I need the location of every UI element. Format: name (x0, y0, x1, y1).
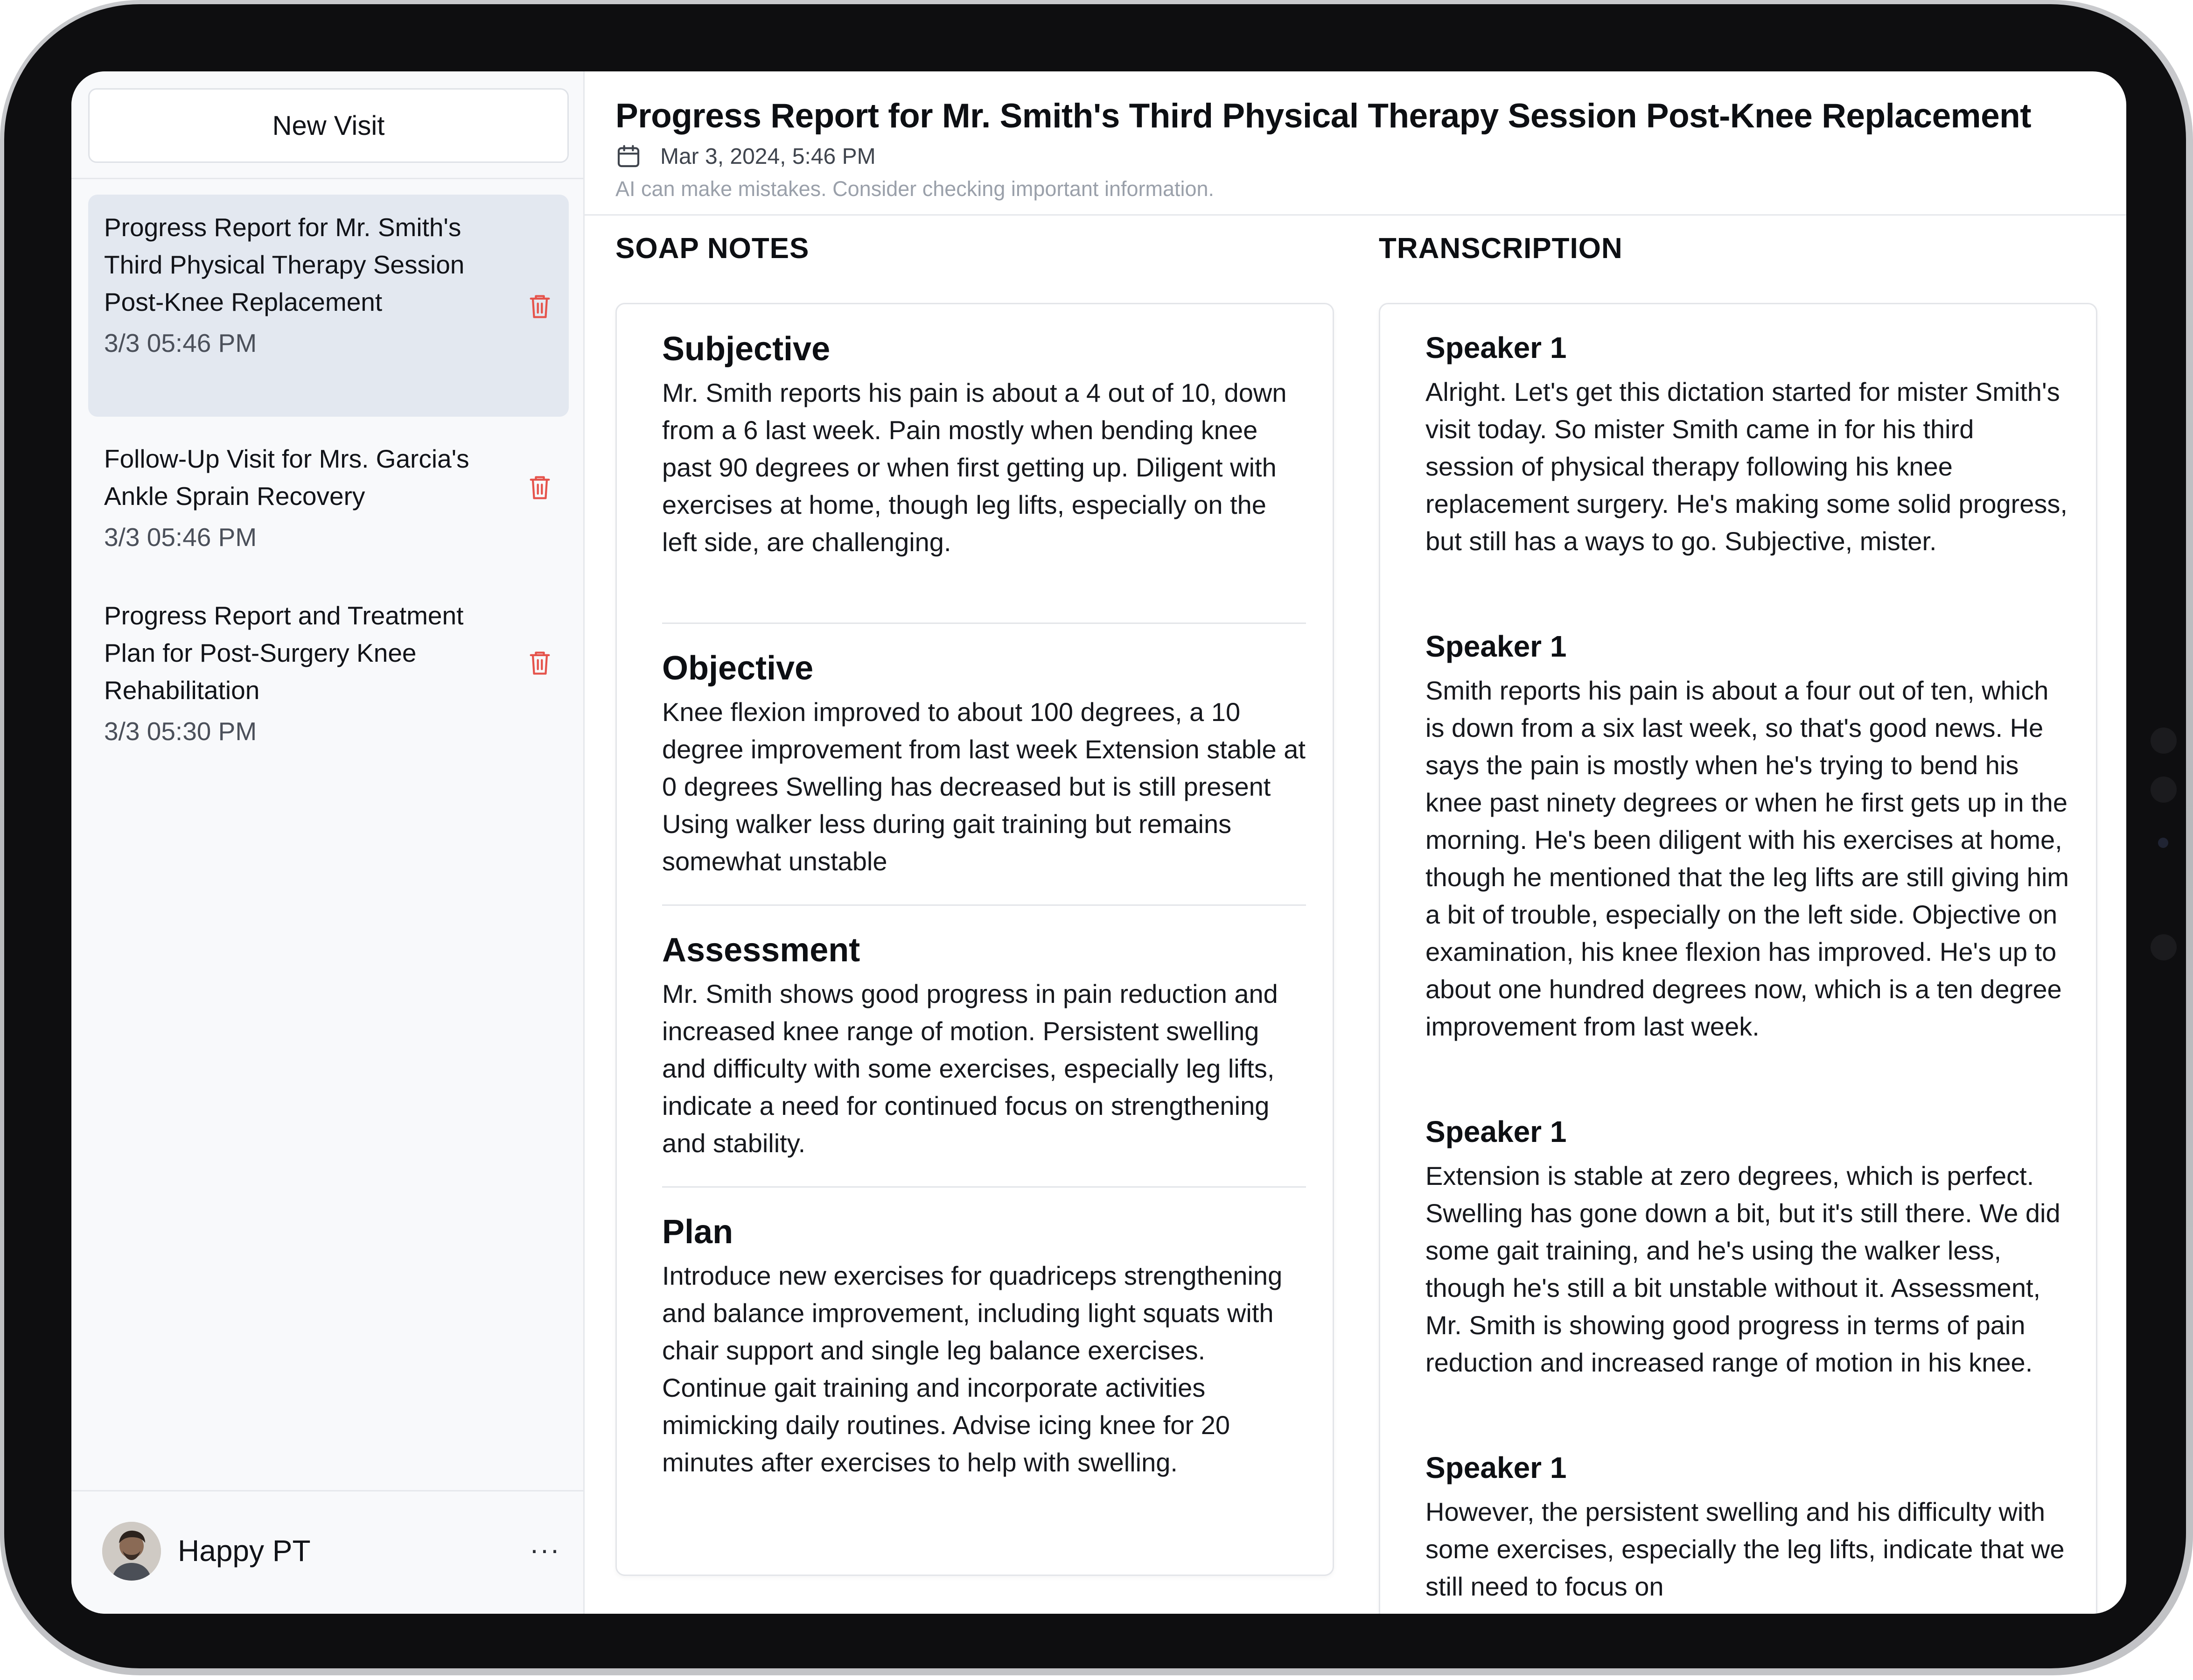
soap-notes-label: SOAP NOTES (615, 232, 810, 265)
speaker-text: Extension is stable at zero degrees, which is perfect. Swelling has gone down a bit, but it's still there. We did some gait training, and he's using the walker less, though he's still a bit unstable without it. Assessment, Mr. Smith is showing good progress in terms of pain reduction and increased range of motion in his knee. (1425, 1161, 2060, 1377)
visit-title: Follow-Up Visit for Mrs. Garcia's Ankle Sprain Recovery (104, 444, 469, 511)
report-date: Mar 3, 2024, 5:46 PM (660, 144, 876, 169)
sidebar-divider (71, 178, 583, 179)
app-screen (71, 71, 2126, 1614)
soap-section-objective (662, 646, 1306, 880)
calendar-icon (615, 143, 642, 169)
soap-section-assessment (662, 928, 1306, 1162)
user-name: Happy PT (178, 1534, 311, 1568)
transcript-entry (1425, 327, 2069, 560)
transcription-label: TRANSCRIPTION (1379, 232, 1623, 265)
visit-date: 3/3 05:30 PM (104, 717, 257, 746)
trash-icon[interactable] (528, 474, 552, 502)
new-visit-button[interactable]: New Visit (88, 88, 569, 163)
more-icon[interactable]: ··· (530, 1533, 560, 1565)
speaker-name: Speaker 1 (1425, 630, 1567, 663)
soap-heading: Objective (662, 650, 814, 687)
speaker-name: Speaker 1 (1425, 331, 1567, 364)
camera-dot (2151, 728, 2177, 754)
device-bezel (4, 4, 2186, 1668)
transcript-entry (1425, 1447, 2069, 1605)
soap-notes-card (615, 303, 1334, 1576)
camera-lens (2158, 838, 2168, 848)
trash-icon[interactable] (528, 293, 552, 321)
visit-date: 3/3 05:46 PM (104, 329, 257, 357)
main-content (585, 71, 2126, 1614)
visit-title: Progress Report and Treatment Plan for Post-Surgery Knee Rehabilitation (104, 601, 464, 705)
speaker-text: Smith reports his pain is about a four out of ten, which is down from a six last week, so that's good news. He says the pain is mostly when he's trying to bend his knee past ninety degrees or when he first gets up in the morning. He's been diligent with his exercises at home, though he mentioned that the leg lifts are still giving him a bit of trouble, especially on the left side. Objective on examination, his knee flexion has improved. He's up to about one hundred degrees now, which is a ten degree improvement from last week. (1425, 676, 2069, 1041)
transcript-entry (1425, 625, 2069, 1045)
visit-list-item-active[interactable] (88, 195, 569, 417)
avatar[interactable] (102, 1522, 161, 1581)
transcription-card (1379, 303, 2097, 1614)
soap-section-subjective (662, 327, 1306, 561)
soap-divider (662, 904, 1306, 906)
speaker-text: However, the persistent swelling and his difficulty with some exercises, especially the leg lifts, indicate that we still need to focus on (1425, 1497, 2065, 1601)
soap-section-plan (662, 1210, 1306, 1481)
sidebar (71, 71, 585, 1614)
soap-body: Introduce new exercises for quadriceps strengthening and balance improvement, including light squats with chair support and single leg balance exercises. Continue gait training and incorporate activities mimicking daily routines. Advise icing knee for 20 minutes after exercises to help with swelling. (662, 1261, 1283, 1477)
soap-body: Mr. Smith shows good progress in pain reduction and increased knee range of motion. Persistent swelling and difficulty with some exercises, especially leg lifts, indicate a need for continued focus on strengthening and stability. (662, 979, 1278, 1158)
visit-list-item[interactable] (88, 426, 569, 566)
speaker-name: Speaker 1 (1425, 1451, 1567, 1484)
soap-divider (662, 1186, 1306, 1188)
soap-heading: Plan (662, 1213, 733, 1251)
report-date-row (615, 138, 876, 175)
visit-list-item[interactable] (88, 583, 569, 760)
camera-dot (2151, 934, 2177, 960)
soap-heading: Assessment (662, 931, 860, 969)
sidebar-footer-divider (71, 1490, 583, 1491)
page-title: Progress Report for Mr. Smith's Third Physical Therapy Session Post-Knee Replacement (615, 97, 2032, 135)
header-divider (585, 214, 2126, 216)
soap-body: Knee flexion improved to about 100 degrees, a 10 degree improvement from last week Extension stable at 0 degrees Swelling has decreased but is still present Using walker less during gait training but remains somewhat unstable (662, 697, 1306, 876)
soap-divider (662, 623, 1306, 624)
speaker-text: Alright. Let's get this dictation started for mister Smith's visit today. So mister Smith came in for his third session of physical therapy following his knee replacement surgery. He's making some solid progress, but still has a ways to go. Subjective, mister. (1425, 377, 2067, 556)
speaker-name: Speaker 1 (1425, 1115, 1567, 1148)
soap-heading: Subjective (662, 330, 831, 368)
trash-icon[interactable] (528, 649, 552, 677)
camera-dot (2151, 777, 2177, 803)
transcript-entry (1425, 1111, 2069, 1381)
soap-body: Mr. Smith reports his pain is about a 4 out of 10, down from a 6 last week. Pain mostly when bending knee past 90 degrees or when first getting up. Diligent with exercises at home, though leg lifts, especially on the left side, are challenging. (662, 378, 1287, 557)
visit-date: 3/3 05:46 PM (104, 523, 257, 552)
avatar-icon (102, 1522, 161, 1581)
visit-title: Progress Report for Mr. Smith's Third Physical Therapy Session Post-Knee Replacement (104, 213, 465, 316)
ai-disclaimer: AI can make mistakes. Consider checking important information. (615, 177, 1215, 201)
